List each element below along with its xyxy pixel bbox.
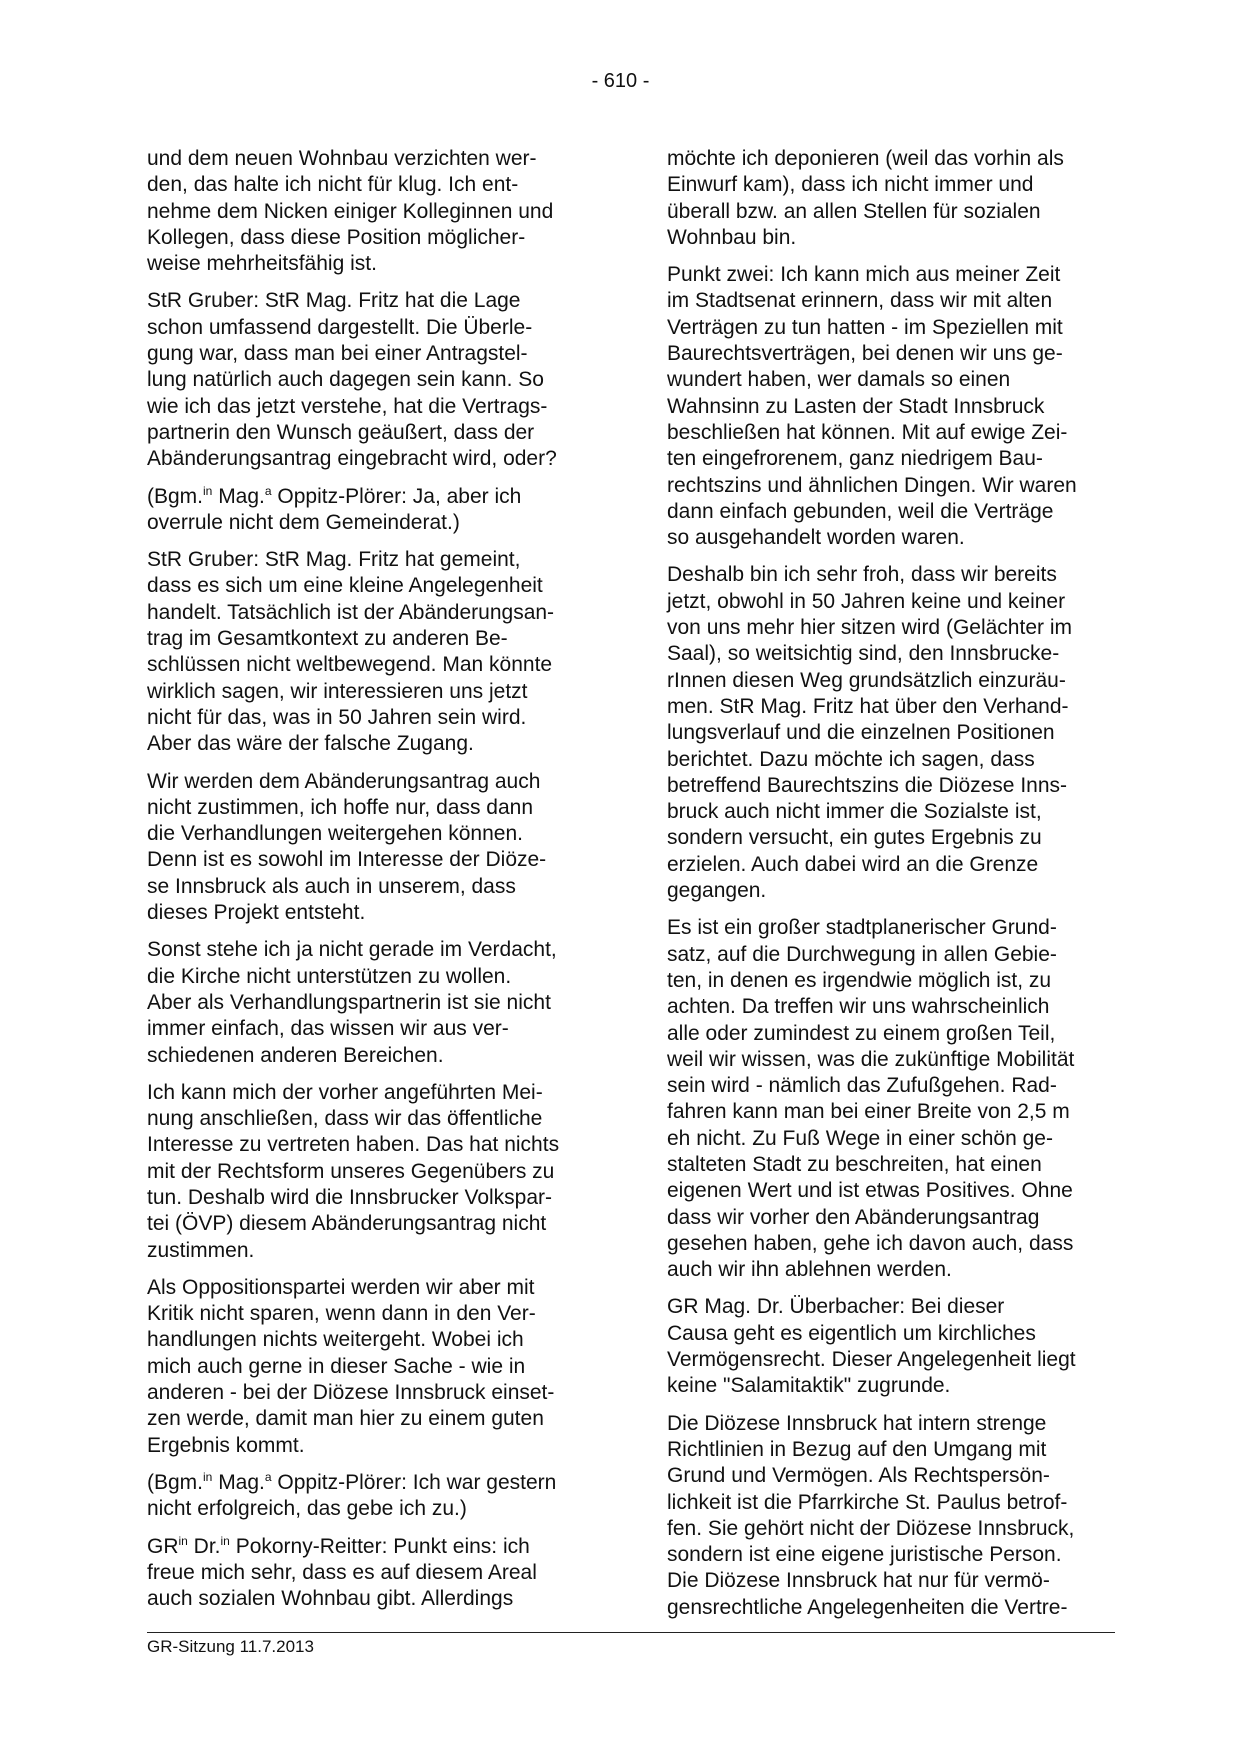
- footer-text: GR-Sitzung 11.7.2013: [147, 1637, 314, 1656]
- text-line: zustimmen.: [147, 1238, 255, 1262]
- text-line: nicht zustimmen, ich hoffe nur, dass dann: [147, 795, 533, 819]
- text-line: lung natürlich auch dagegen sein kann. So: [147, 368, 544, 392]
- text-line: StR Gruber: StR Mag. Fritz hat gemeint,: [147, 548, 521, 572]
- text-line: schlüssen nicht weltbewegend. Man könnte: [147, 653, 553, 677]
- text-line: Kollegen, dass diese Position möglicher-: [147, 225, 526, 249]
- paragraph: [147, 484, 579, 537]
- text-line: erzielen. Auch dabei wird an die Grenze: [667, 852, 1039, 876]
- text-line: sondern ist eine eigene juristische Person.: [667, 1543, 1062, 1567]
- paragraph: [147, 1275, 579, 1459]
- paragraph: [667, 146, 1099, 251]
- left-column: [147, 146, 579, 1623]
- text-line: Wahnsinn zu Lasten der Stadt Innsbruck: [667, 394, 1045, 418]
- text-line: (Bgm.$^{in}$ Mag.$^a$ Oppitz-Plörer: Ich war gestern: [147, 1469, 557, 1494]
- text-line: Die Diözese Innsbruck hat intern strenge: [667, 1411, 1047, 1435]
- paragraph: [667, 915, 1099, 1283]
- text-line: wundert haben, wer damals so einen: [667, 368, 1011, 392]
- text-line: overrule nicht dem Gemeinderat.): [147, 510, 460, 534]
- text-line: handelt. Tatsächlich ist der Abänderungsan-: [147, 600, 555, 624]
- paragraph: [667, 1294, 1099, 1399]
- paragraph: [147, 288, 579, 472]
- text-line: mit der Rechtsform unseres Gegenübers zu: [147, 1159, 555, 1183]
- text-line: gesehen haben, gehe ich davon auch, dass: [667, 1231, 1074, 1255]
- text-line: trag im Gesamtkontext zu anderen Be-: [147, 627, 508, 651]
- text-line: nicht für das, was in 50 Jahren sein wird.: [147, 705, 527, 729]
- text-line: satz, auf die Durchwegung in allen Gebie-: [667, 942, 1057, 966]
- paragraph: [667, 1411, 1099, 1621]
- text-line: Denn ist es sowohl im Interesse der Diöze-: [147, 848, 547, 872]
- text-line: Abänderungsantrag eingebracht wird, oder?: [147, 447, 557, 471]
- text-line: eigenen Wert und ist etwas Positives. Ohne: [667, 1179, 1073, 1203]
- text-line: Baurechtsverträgen, bei denen wir uns ge-: [667, 342, 1063, 366]
- paragraph: [147, 1080, 579, 1264]
- text-line: immer einfach, das wissen wir aus ver-: [147, 1017, 509, 1041]
- text-line: eh nicht. Zu Fuß Wege in einer schön ge-: [667, 1126, 1053, 1150]
- text-line: beschließen hat können. Mit auf ewige Zei-: [667, 420, 1068, 444]
- text-line: Es ist ein großer stadtplanerischer Grund-: [667, 916, 1057, 940]
- text-line: den, das halte ich nicht für klug. Ich ent-: [147, 173, 519, 197]
- paragraph: [147, 1534, 579, 1613]
- text-line: auch wir ihn ablehnen werden.: [667, 1258, 952, 1282]
- text-line: gung war, dass man bei einer Antragstel-: [147, 342, 528, 366]
- text-line: und dem neuen Wohnbau verzichten wer-: [147, 147, 537, 170]
- paragraph: [667, 562, 1099, 904]
- text-line: men. StR Mag. Fritz hat über den Verhand-: [667, 694, 1069, 718]
- right-column: [667, 146, 1099, 1632]
- text-line: ten, in denen es irgendwie möglich ist, zu: [667, 968, 1052, 992]
- text-line: gegangen.: [667, 879, 767, 903]
- text-line: (Bgm.$^{in}$ Mag.$^a$ Oppitz-Plörer: Ja, aber ich: [147, 483, 522, 508]
- text-line: Aber als Verhandlungspartnerin ist sie nicht: [147, 990, 551, 1014]
- text-line: bruck auch nicht immer die Sozialste ist,: [667, 800, 1042, 824]
- text-line: Ich kann mich der vorher angeführten Mei-: [147, 1080, 543, 1104]
- text-line: nung anschließen, dass wir das öffentliche: [147, 1107, 543, 1131]
- text-line: im Stadtsenat erinnern, dass wir mit alten: [667, 289, 1053, 313]
- text-line: wirklich sagen, wir interessieren uns jetzt: [147, 679, 528, 703]
- text-line: betreffend Baurechtszins die Diözese Inns-: [667, 773, 1068, 797]
- text-line: dieses Projekt entsteht.: [147, 901, 366, 925]
- text-line: lungsverlauf und die einzelnen Positionen: [667, 721, 1055, 745]
- text-line: keine "Salamitaktik" zugrunde.: [667, 1374, 951, 1398]
- text-line: Ergebnis kommt.: [147, 1433, 305, 1457]
- text-line: schiedenen anderen Bereichen.: [147, 1043, 444, 1067]
- text-line: jetzt, obwohl in 50 Jahren keine und keiner: [667, 589, 1066, 613]
- text-line: se Innsbruck als auch in unserem, dass: [147, 874, 516, 898]
- paragraph: [147, 769, 579, 927]
- text-line: Wohnbau bin.: [667, 225, 797, 249]
- text-line: weise mehrheitsfähig ist.: [147, 252, 377, 276]
- text-line: $GR^{in}$ Dr.$^{in}$ Pokorny-Reitter: Punkt eins: ich: [147, 1533, 530, 1558]
- text-line: Punkt zwei: Ich kann mich aus meiner Zeit: [667, 263, 1061, 287]
- text-line: Deshalb bin ich sehr froh, dass wir bereits: [667, 563, 1057, 587]
- text-line: Sonst stehe ich ja nicht gerade im Verdacht,: [147, 938, 557, 962]
- text-line: Die Diözese Innsbruck hat nur für vermö-: [667, 1569, 1050, 1593]
- text-line: sein wird - nämlich das Zufußgehen. Rad-: [667, 1074, 1057, 1098]
- text-line: weil wir wissen, was die zukünftige Mobilität: [667, 1047, 1075, 1071]
- text-line: zen werde, damit man hier zu einem guten: [147, 1407, 544, 1431]
- text-line: Interesse zu vertreten haben. Das hat nichts: [147, 1133, 560, 1157]
- text-line: mich auch gerne in dieser Sache - wie in: [147, 1354, 526, 1378]
- text-line: GR Mag. Dr. Überbacher: Bei dieser: [667, 1295, 1005, 1319]
- text-line: tun. Deshalb wird die Innsbrucker Volkspar-: [147, 1185, 553, 1209]
- text-line: StR Gruber: StR Mag. Fritz hat die Lage: [147, 289, 521, 313]
- text-line: achten. Da treffen wir uns wahrscheinlich: [667, 995, 1050, 1019]
- text-line: von uns mehr hier sitzen wird (Gelächter im: [667, 616, 1072, 640]
- text-line: Wir werden dem Abänderungsantrag auch: [147, 769, 541, 793]
- text-line: so ausgehandelt worden waren.: [667, 526, 965, 550]
- text-line: Einwurf kam), dass ich nicht immer und: [667, 173, 1034, 197]
- text-line: rechtszins und ähnlichen Dingen. Wir waren: [667, 473, 1077, 497]
- text-line: Als Oppositionspartei werden wir aber mit: [147, 1275, 535, 1299]
- text-line: Causa geht es eigentlich um kirchliches: [667, 1321, 1036, 1345]
- paragraph: [147, 937, 579, 1068]
- text-line: Grund und Vermögen. Als Rechtspersön-: [667, 1464, 1050, 1488]
- text-line: überall bzw. an allen Stellen für sozialen: [667, 199, 1041, 223]
- paragraph: [147, 146, 579, 277]
- text-line: schon umfassend dargestellt. Die Überle-: [147, 315, 533, 339]
- text-line: die Verhandlungen weitergehen können.: [147, 822, 523, 846]
- text-line: handlungen nichts weitergeht. Wobei ich: [147, 1328, 524, 1352]
- page-number: - 610 -: [591, 70, 650, 92]
- text-line: fen. Sie gehört nicht der Diözese Innsbruck,: [667, 1516, 1075, 1540]
- text-line: dann einfach gebunden, weil die Verträge: [667, 499, 1054, 523]
- text-line: dass wir vorher den Abänderungsantrag: [667, 1205, 1040, 1229]
- footer-rule: [147, 1632, 1115, 1633]
- text-line: nicht erfolgreich, das gebe ich zu.): [147, 1497, 467, 1521]
- text-line: berichtet. Dazu möchte ich sagen, dass: [667, 747, 1035, 771]
- text-line: die Kirche nicht unterstützen zu wollen.: [147, 964, 512, 988]
- text-line: rInnen diesen Weg grundsätzlich einzuräu-: [667, 668, 1066, 692]
- text-line: freue mich sehr, dass es auf diesem Areal: [147, 1560, 537, 1584]
- text-line: dass es sich um eine kleine Angelegenheit: [147, 574, 543, 598]
- paragraph: [667, 262, 1099, 551]
- text-line: alle oder zumindest zu einem großen Teil,: [667, 1021, 1056, 1045]
- text-line: Verträgen zu tun hatten - im Speziellen mit: [667, 315, 1063, 339]
- text-line: lichkeit ist die Pfarrkirche St. Paulus betrof-: [667, 1490, 1068, 1514]
- text-line: möchte ich deponieren (weil das vorhin als: [667, 147, 1064, 170]
- text-line: nehme dem Nicken einiger Kolleginnen und: [147, 199, 554, 223]
- text-line: Richtlinien in Bezug auf den Umgang mit: [667, 1437, 1047, 1461]
- paragraph: [147, 547, 579, 757]
- text-line: fahren kann man bei einer Breite von 2,5 m: [667, 1100, 1070, 1124]
- text-line: partnerin den Wunsch geäußert, dass der: [147, 420, 535, 444]
- text-line: sondern versucht, ein gutes Ergebnis zu: [667, 826, 1042, 850]
- text-line: Vermögensrecht. Dieser Angelegenheit liegt: [667, 1348, 1076, 1372]
- text-line: wie ich das jetzt verstehe, hat die Vertrags-: [147, 394, 548, 418]
- text-line: Kritik nicht sparen, wenn dann in den Ver-: [147, 1302, 536, 1326]
- text-line: auch sozialen Wohnbau gibt. Allerdings: [147, 1587, 514, 1611]
- text-line: anderen - bei der Diözese Innsbruck einset-: [147, 1381, 555, 1405]
- text-line: Aber das wäre der falsche Zugang.: [147, 732, 474, 756]
- text-line: gensrechtliche Angelegenheiten die Vertre-: [667, 1595, 1068, 1619]
- text-line: stalteten Stadt zu beschreiten, hat einen: [667, 1152, 1042, 1176]
- text-line: ten eingefrorenem, ganz niedrigem Bau-: [667, 447, 1043, 471]
- paragraph: [147, 1470, 579, 1523]
- text-line: Saal), so weitsichtig sind, den Innsbrucke-: [667, 642, 1060, 666]
- text-line: tei (ÖVP) diesem Abänderungsantrag nicht: [147, 1212, 547, 1236]
